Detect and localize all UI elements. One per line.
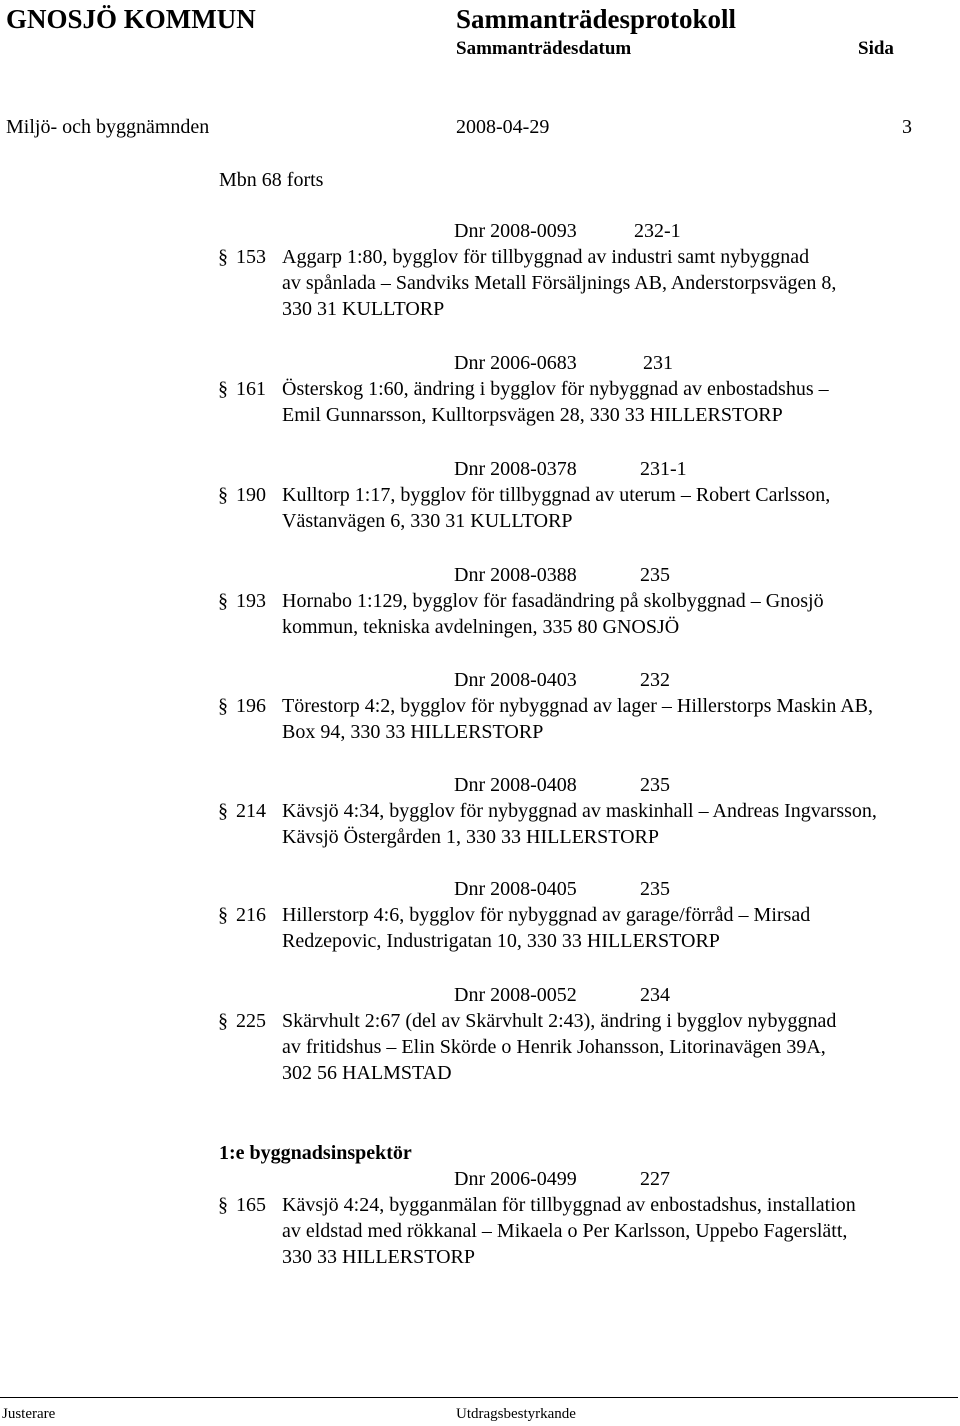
case-description (282, 902, 960, 954)
meeting-date: 2008-04-29 (456, 116, 550, 138)
description-line: av eldstad med rökkanal – Mikaela o Per Karlsson, Uppebo Fagerslätt, (282, 1220, 848, 1242)
footer-justerare: Justerare (2, 1406, 56, 1422)
case-item (218, 218, 958, 320)
description-line: 330 31 KULLTORP (282, 298, 445, 320)
paragraph-sign: § (218, 1194, 228, 1216)
description-line: av spånlada – Sandviks Metall Försäljnings AB, Anderstorpsvägen 8, (282, 272, 837, 294)
footer-utdragsbestyrkande: Utdragsbestyrkande (456, 1406, 576, 1422)
description-line: 302 56 HALMSTAD (282, 1062, 452, 1084)
description-line: Redzepovic, Industrigatan 10, 330 33 HILLERSTORP (282, 930, 720, 952)
municipality-name: GNOSJÖ KOMMUN (6, 4, 256, 34)
date-label: Sammanträdesdatum (456, 38, 632, 59)
document-type: Sammanträdesprotokoll (456, 4, 737, 34)
dnr-number: Dnr 2006-0499 (454, 1168, 577, 1190)
case-item (218, 982, 958, 1084)
case-description (282, 1008, 960, 1086)
archive-code: 234 (640, 984, 670, 1006)
dnr-row (218, 456, 958, 482)
dnr-row (218, 982, 958, 1008)
committee-name: Miljö- och byggnämnden (6, 116, 210, 138)
page-number: 3 (902, 116, 912, 138)
case-item (218, 876, 958, 952)
archive-code: 231 (643, 352, 673, 374)
description-line: Aggarp 1:80, bygglov för tillbyggnad av industri samt nybyggnad (282, 246, 810, 268)
case-description (282, 1192, 960, 1270)
dnr-number: Dnr 2008-0388 (454, 564, 577, 586)
description-line: Kävsjö 4:34, bygglov för nybyggnad av maskinhall – Andreas Ingvarsson, (282, 800, 877, 822)
description-line: Västanvägen 6, 330 31 KULLTORP (282, 510, 573, 532)
paragraph-sign: § (218, 695, 228, 717)
description-line: Hillerstorp 4:6, bygglov för nybyggnad av garage/förråd – Mirsad (282, 904, 811, 926)
archive-code: 235 (640, 564, 670, 586)
case-description (282, 588, 960, 640)
description-line: Österskog 1:60, ändring i bygglov för nybyggnad av enbostadshus – (282, 378, 829, 400)
paragraph-number: 196 (236, 695, 266, 717)
archive-code: 232 (640, 669, 670, 691)
paragraph-sign: § (218, 1010, 228, 1032)
case-item (218, 772, 958, 848)
description-line: Emil Gunnarsson, Kulltorpsvägen 28, 330 33 HILLERSTORP (282, 404, 783, 426)
case-item (218, 1166, 958, 1268)
paragraph-number: 161 (236, 378, 266, 400)
dnr-number: Dnr 2008-0408 (454, 774, 577, 796)
paragraph-sign: § (218, 484, 228, 506)
dnr-row (218, 350, 958, 376)
case-item (218, 667, 958, 743)
case-description (282, 798, 960, 850)
dnr-number: Dnr 2006-0683 (454, 352, 577, 374)
description-line: Törestorp 4:2, bygglov för nybyggnad av lager – Hillerstorps Maskin AB, (282, 695, 874, 717)
description-line: 330 33 HILLERSTORP (282, 1246, 475, 1268)
case-item (218, 350, 958, 426)
dnr-row (218, 562, 958, 588)
dnr-number: Dnr 2008-0405 (454, 878, 577, 900)
paragraph-number: 193 (236, 590, 266, 612)
dnr-number: Dnr 2008-0403 (454, 669, 577, 691)
paragraph-number: 216 (236, 904, 266, 926)
description-line: Skärvhult 2:67 (del av Skärvhult 2:43), ändring i bygglov nybyggnad (282, 1010, 837, 1032)
archive-code: 231-1 (640, 458, 687, 480)
archive-code: 227 (640, 1168, 670, 1190)
description-line: av fritidshus – Elin Skörde o Henrik Johansson, Litorinavägen 39A, (282, 1036, 826, 1058)
dnr-row (218, 1166, 958, 1192)
dnr-row (218, 218, 958, 244)
paragraph-sign: § (218, 904, 228, 926)
case-description (282, 376, 960, 428)
case-description (282, 482, 960, 534)
archive-code: 235 (640, 878, 670, 900)
page-label: Sida (858, 38, 894, 59)
dnr-number: Dnr 2008-0378 (454, 458, 577, 480)
dnr-row (218, 772, 958, 798)
archive-code: 235 (640, 774, 670, 796)
paragraph-sign: § (218, 378, 228, 400)
case-description (282, 693, 960, 745)
archive-code: 232-1 (634, 220, 681, 242)
paragraph-number: 153 (236, 246, 266, 268)
case-item (218, 456, 958, 532)
description-line: Box 94, 330 33 HILLERSTORP (282, 721, 544, 743)
dnr-number: Dnr 2008-0093 (454, 220, 577, 242)
paragraph-number: 190 (236, 484, 266, 506)
description-line: kommun, tekniska avdelningen, 335 80 GNOSJÖ (282, 616, 680, 638)
paragraph-sign: § (218, 246, 228, 268)
description-line: Kävsjö Östergården 1, 330 33 HILLERSTORP (282, 826, 660, 848)
section-title: Mbn 68 forts (219, 169, 324, 191)
paragraph-number: 214 (236, 800, 266, 822)
description-line: Kävsjö 4:24, bygganmälan för tillbyggnad av enbostadshus, installation (282, 1194, 856, 1216)
inspector-title: 1:e byggnadsinspektör (219, 1142, 412, 1164)
footer-rule (0, 1397, 958, 1398)
paragraph-sign: § (218, 590, 228, 612)
paragraph-number: 165 (236, 1194, 266, 1216)
dnr-row (218, 667, 958, 693)
dnr-number: Dnr 2008-0052 (454, 984, 577, 1006)
description-line: Kulltorp 1:17, bygglov för tillbyggnad av uterum – Robert Carlsson, (282, 484, 831, 506)
paragraph-number: 225 (236, 1010, 266, 1032)
paragraph-sign: § (218, 800, 228, 822)
description-line: Hornabo 1:129, bygglov för fasadändring på skolbyggnad – Gnosjö (282, 590, 824, 612)
case-item (218, 562, 958, 638)
dnr-row (218, 876, 958, 902)
case-description (282, 244, 960, 322)
